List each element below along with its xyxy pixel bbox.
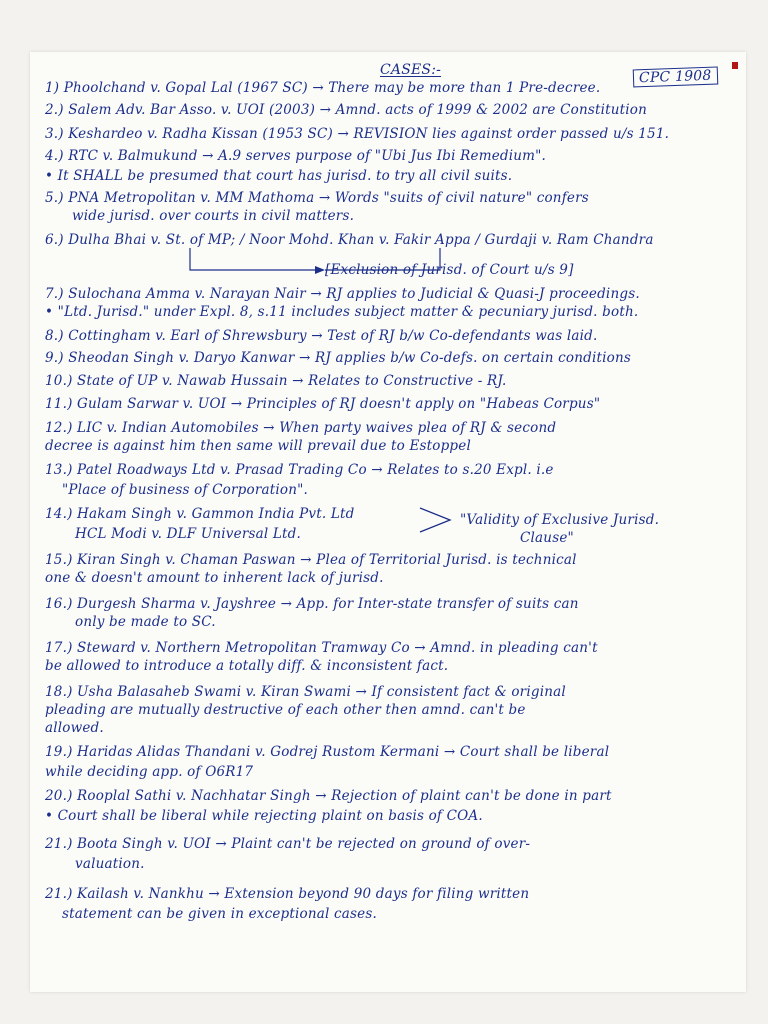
case-20: 20.) Rooplal Sathi v. Nachhatar Singh → Rejection of plaint can't be done in part — [45, 788, 612, 804]
case-14: 14.) Hakam Singh v. Gammon India Pvt. Ltd — [45, 506, 355, 522]
page-title: CASES:- — [380, 62, 442, 78]
case-16-cont: only be made to SC. — [75, 614, 216, 630]
case-18-cont: pleading are mutually destructive of each other then amnd. can't be — [45, 702, 526, 718]
case-5: 5.) PNA Metropolitan v. MM Mathoma → Words "suits of civil nature" confers — [45, 190, 589, 206]
case-17-cont: be allowed to introduce a totally diff. & inconsistent fact. — [45, 658, 449, 674]
case-1: 1) Phoolchand v. Gopal Lal (1967 SC) → There may be more than 1 Pre-decree. — [45, 80, 601, 96]
case-8: 8.) Cottingham v. Earl of Shrewsbury → Test of RJ b/w Co-defendants was laid. — [45, 328, 598, 344]
case-15: 15.) Kiran Singh v. Chaman Paswan → Plea of Territorial Jurisd. is technical — [45, 552, 577, 568]
case-7-note: • "Ltd. Jurisd." under Expl. 8, s.11 includes subject matter & pecuniary jurisd. both. — [45, 304, 639, 320]
case-4-note: • It SHALL be presumed that court has jurisd. to try all civil suits. — [45, 168, 513, 184]
case-19-cont: while deciding app. of O6R17 — [45, 764, 254, 780]
case-5-cont: wide jurisd. over courts in civil matters. — [72, 208, 355, 224]
case-21: 21.) Boota Singh v. UOI → Plaint can't be rejected on ground of over- — [45, 836, 531, 852]
case-16: 16.) Durgesh Sharma v. Jayshree → App. for Inter-state transfer of suits can — [45, 596, 579, 612]
case-17: 17.) Steward v. Northern Metropolitan Tramway Co → Amnd. in pleading can't — [45, 640, 598, 656]
case-22: 21.) Kailash v. Nankhu → Extension beyond 90 days for filing written — [45, 886, 530, 902]
case-9: 9.) Sheodan Singh v. Daryo Kanwar → RJ applies b/w Co-defs. on certain conditions — [45, 350, 631, 366]
case-11: 11.) Gulam Sarwar v. UOI → Principles of RJ doesn't apply on "Habeas Corpus" — [45, 396, 601, 412]
case-10: 10.) State of UP v. Nawab Hussain → Relates to Constructive - RJ. — [45, 373, 507, 389]
case-7: 7.) Sulochana Amma v. Narayan Nair → RJ applies to Judicial & Quasi-J proceedings. — [45, 286, 640, 302]
case-14-cont: HCL Modi v. DLF Universal Ltd. — [75, 526, 301, 542]
case-13: 13.) Patel Roadways Ltd v. Prasad Trading Co → Relates to s.20 Expl. i.e — [45, 462, 554, 478]
red-margin-mark — [732, 62, 738, 69]
case-14-note-cont: Clause" — [520, 530, 574, 546]
case-22-cont: statement can be given in exceptional cases. — [62, 906, 377, 922]
case-20-note: • Court shall be liberal while rejecting plaint on basis of COA. — [45, 808, 483, 824]
case-15-cont: one & doesn't amount to inherent lack of jurisd. — [45, 570, 384, 586]
case-6: 6.) Dulha Bhai v. St. of MP; / Noor Mohd. Khan v. Fakir Appa / Gurdaji v. Ram Chandra — [45, 232, 654, 248]
case-4: 4.) RTC v. Balmukund → A.9 serves purpose of "Ubi Jus Ibi Remedium". — [45, 148, 547, 164]
case-2: 2.) Salem Adv. Bar Asso. v. UOI (2003) → Amnd. acts of 1999 & 2002 are Constitution — [45, 102, 648, 118]
case-18-cont2: allowed. — [45, 720, 104, 736]
act-tag: CPC 1908 — [633, 67, 718, 88]
case-6-note: [Exclusion of Jurisd. of Court u/s 9] — [325, 262, 574, 278]
case-19: 19.) Haridas Alidas Thandani v. Godrej Rustom Kermani → Court shall be liberal — [45, 744, 610, 760]
case-18: 18.) Usha Balasaheb Swami v. Kiran Swami → If consistent fact & original — [45, 684, 566, 700]
case-14-note: "Validity of Exclusive Jurisd. — [460, 512, 660, 528]
case-13-cont: "Place of business of Corporation". — [62, 482, 308, 498]
case-3: 3.) Keshardeo v. Radha Kissan (1953 SC) → REVISION lies against order passed u/s 151. — [45, 126, 670, 142]
case-21-cont: valuation. — [75, 856, 145, 872]
case-12-cont: decree is against him then same will prevail due to Estoppel — [45, 438, 471, 454]
case-12: 12.) LIC v. Indian Automobiles → When party waives plea of RJ & second — [45, 420, 557, 436]
